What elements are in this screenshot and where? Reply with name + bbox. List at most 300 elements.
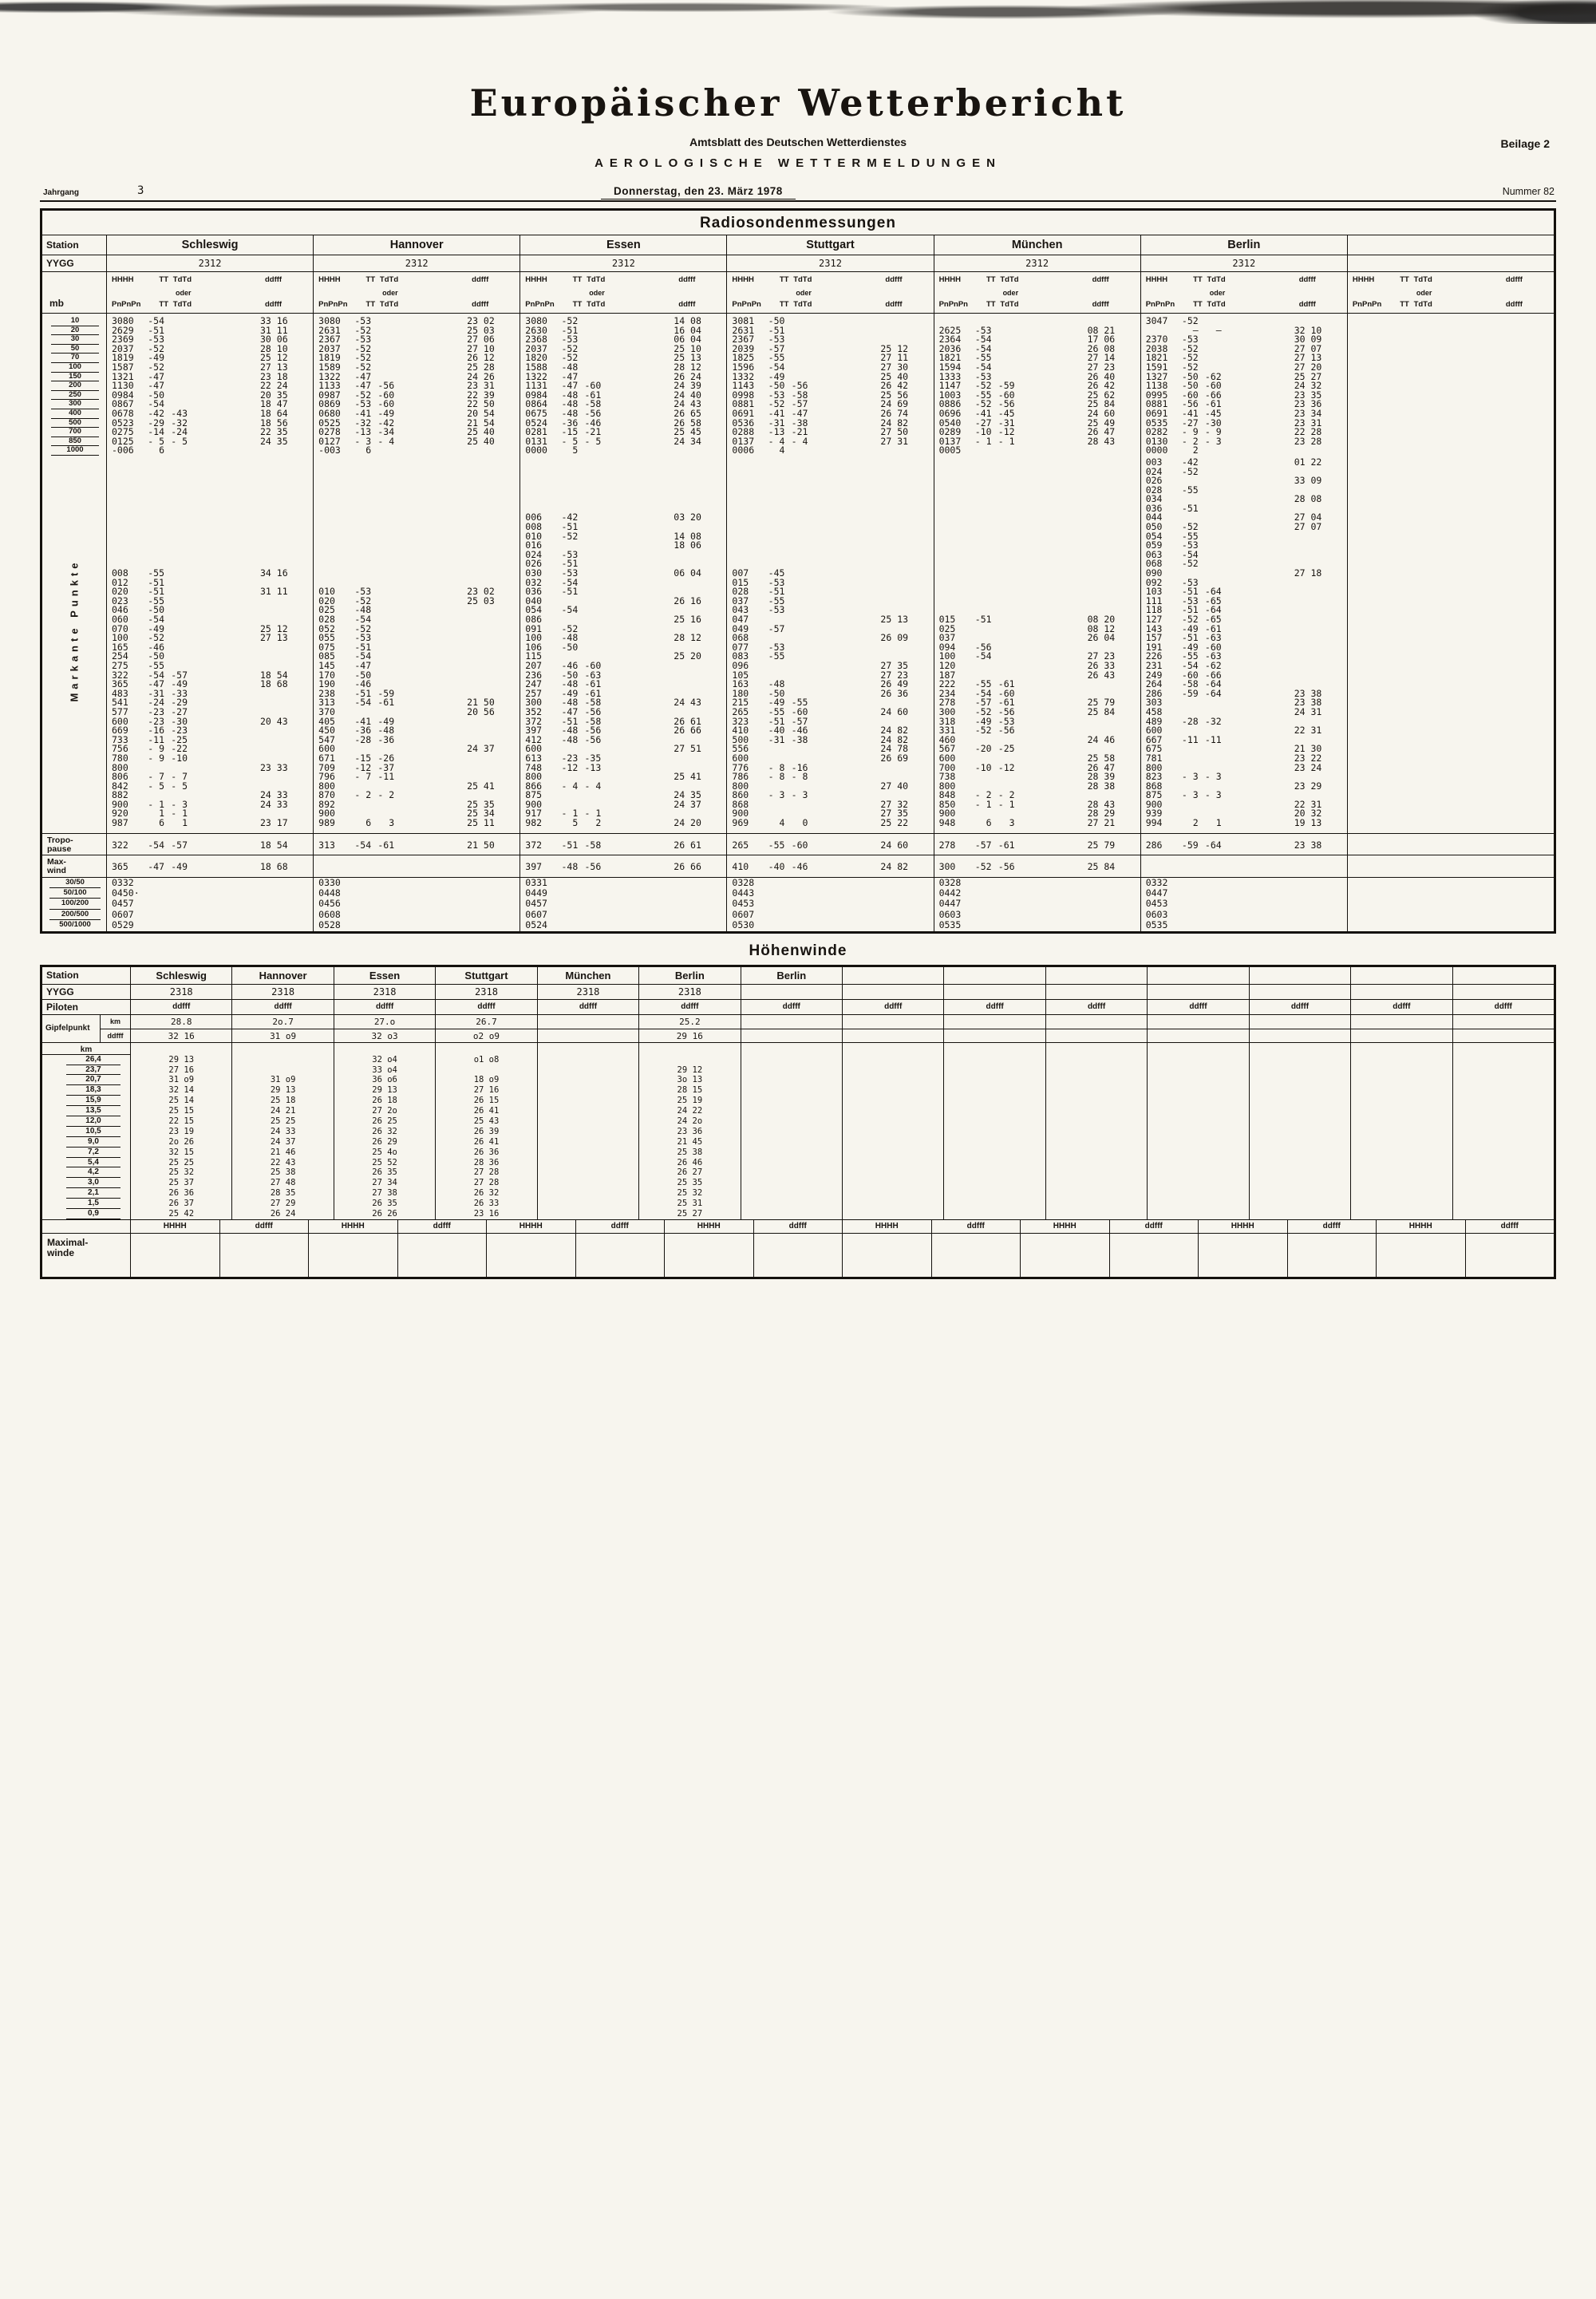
field-height: 1589 (318, 361, 341, 373)
wind-value (943, 1158, 1045, 1168)
field-dewpoint: - 1 (171, 808, 188, 820)
field-dewpoint (578, 335, 601, 345)
hw-station-name (1147, 967, 1248, 984)
field-height: 0000 (1145, 444, 1168, 456)
field-height: 238 (318, 687, 335, 699)
field-wind: 28 10 (260, 342, 288, 354)
sounding-line (107, 606, 313, 615)
empty-cell (1287, 1234, 1377, 1277)
field-dewpoint (784, 800, 808, 810)
wind-value: 36 o6 (334, 1075, 435, 1085)
tdtd-label: TdTd (587, 300, 606, 309)
wind-value: o1 o8 (435, 1055, 536, 1065)
sounding-line (314, 761, 519, 773)
field-dewpoint: -60 (377, 398, 395, 410)
field-height: 982 (525, 817, 543, 829)
significant-levels-essen (519, 458, 726, 833)
wind-value (1147, 1106, 1248, 1116)
field-temperature (348, 863, 371, 872)
field-temperature: -53 (354, 632, 372, 644)
field-wind: 27 21 (1087, 817, 1116, 829)
field-temperature: -55 (768, 352, 785, 364)
field-height: 994 (1145, 817, 1163, 829)
gipfel-km-value (1453, 1015, 1554, 1029)
wind-value (741, 1065, 842, 1076)
hw-km-row (42, 1199, 1554, 1209)
field-temperature: - 1 (148, 798, 164, 810)
field-height: 046 (112, 604, 128, 616)
thickness-line (934, 899, 1140, 909)
field-dewpoint: -58 (791, 389, 808, 401)
wind-value (1045, 1158, 1147, 1168)
sounding-line (934, 680, 1140, 689)
field-wind: 25 41 (467, 780, 495, 792)
hw-yygg-value: 2318 (638, 985, 740, 999)
subtitle: Amtsblatt des Deutschen Wetterdienstes (689, 136, 907, 148)
field-dewpoint: 0 (802, 817, 808, 829)
field-dewpoint (578, 541, 601, 551)
thickness-value: 0603 (1145, 908, 1168, 920)
field-height: 0535 (1145, 417, 1168, 429)
maximalwinde-label-line1: Maximal- (47, 1236, 89, 1248)
hw-yygg-value (1045, 985, 1147, 999)
sounding-line (1141, 587, 1347, 597)
field-temperature: -47 (354, 380, 372, 392)
field-temperature: -11 (148, 733, 164, 745)
field-dewpoint: -23 (171, 725, 188, 737)
tt-label: TT (1400, 300, 1409, 309)
field-height: 025 (318, 604, 335, 616)
hw-station-name: München (537, 967, 638, 984)
field-height: 0867 (112, 398, 134, 410)
field-temperature: -55 (768, 705, 785, 717)
sounding-line (1141, 523, 1347, 532)
field-temperature: -53 (354, 315, 372, 326)
wind-value: 25 27 (638, 1209, 740, 1219)
maximalwinde-column-header: ddfff (1287, 1220, 1377, 1233)
pressure-level-label: 300 (51, 400, 99, 409)
field-dewpoint: -61 (1204, 622, 1222, 634)
field-wind: 27 20 (1294, 361, 1322, 373)
field-wind: 25 11 (467, 817, 495, 829)
thickness-muenchen (934, 878, 1140, 931)
field-height: 405 (318, 715, 335, 727)
column-header-row (42, 272, 1554, 314)
field-dewpoint: — (1215, 324, 1222, 336)
field-height: 1820 (525, 352, 547, 364)
field-dewpoint: - 5 (171, 435, 188, 447)
wind-value (943, 1085, 1045, 1096)
masthead (0, 0, 1596, 170)
field-temperature: -53 (148, 334, 164, 346)
sounding-main-extra (1347, 314, 1554, 458)
field-height: 0275 (112, 426, 134, 438)
field-dewpoint: -56 (584, 705, 602, 717)
field-dewpoint: -32 (171, 417, 188, 429)
field-dewpoint (784, 569, 808, 579)
field-dewpoint (164, 606, 188, 615)
tropopause-label (42, 834, 106, 855)
field-height: 900 (525, 798, 543, 810)
wind-value (1045, 1178, 1147, 1188)
gipfel-km-value (843, 1015, 943, 1029)
thickness-value: 0453 (1145, 898, 1168, 910)
field-wind: 18 47 (260, 398, 288, 410)
field-height: 0869 (318, 398, 341, 410)
hw-station-name: Berlin (741, 967, 842, 984)
sounding-line (1141, 659, 1347, 671)
wind-value (842, 1137, 943, 1148)
field-height: 0289 (938, 426, 962, 438)
ddfff-label: ddfff (265, 275, 282, 284)
sounding-main-hannover (313, 314, 519, 458)
wind-value (1147, 1096, 1248, 1106)
field-temperature: -40 (768, 725, 785, 737)
thickness-value: 0331 (525, 876, 547, 888)
field-height: 1591 (1145, 361, 1168, 373)
field-dewpoint: -56 (584, 407, 602, 419)
field-height: 0137 (732, 435, 755, 447)
gipfel-ddfff-value (741, 1029, 842, 1042)
gipfel-ddfff-value (538, 1029, 638, 1042)
thickness-value: 0603 (938, 908, 962, 920)
wind-value: 26 36 (435, 1148, 536, 1158)
field-temperature: -51 (561, 839, 579, 851)
field-dewpoint (578, 791, 601, 800)
hw-station-name: Berlin (638, 967, 740, 984)
altitude-km-label: 7,2 (66, 1148, 120, 1158)
field-height: 1587 (112, 361, 134, 373)
tropopause-row (42, 833, 1554, 855)
significant-levels-extra (1347, 458, 1554, 833)
field-height: 096 (732, 659, 749, 671)
hw-yygg-value (943, 985, 1045, 999)
field-dewpoint (1199, 745, 1222, 754)
wind-value (1350, 1127, 1452, 1137)
thickness-line (107, 888, 313, 899)
field-temperature: -41 (974, 407, 992, 419)
wind-value: 26 26 (334, 1209, 435, 1219)
tt-label: TT (986, 300, 996, 309)
field-dewpoint (784, 326, 808, 336)
maximalwinde-column-header: ddfff (1465, 1220, 1555, 1233)
field-wind: 19 13 (1294, 817, 1322, 829)
tt-label: TT (779, 275, 789, 284)
field-temperature: -54 (354, 839, 372, 851)
wind-value: 25 35 (638, 1178, 740, 1188)
pressure-levels-column (42, 314, 106, 458)
km-label-cell (42, 1178, 130, 1188)
maximalwinde-label-line2: winde (47, 1246, 75, 1258)
field-wind: 23 31 (1294, 417, 1322, 429)
wind-value (1350, 1055, 1452, 1065)
hhhh-label: HHHH (1145, 275, 1168, 284)
field-temperature: 4 (779, 817, 785, 829)
field-dewpoint (784, 446, 808, 456)
field-dewpoint: -21 (791, 426, 808, 438)
wind-value (1147, 1167, 1248, 1178)
sounding-line (314, 819, 519, 828)
field-dewpoint (1199, 446, 1222, 456)
gipfelpunkt-values (1350, 1015, 1452, 1042)
wind-value (1350, 1199, 1452, 1209)
wind-value (943, 1209, 1045, 1219)
altitude-km-label: 0,9 (66, 1209, 120, 1219)
field-height: 848 (938, 789, 956, 801)
field-wind: 25 20 (674, 650, 701, 662)
field-temperature: -41 (768, 407, 785, 419)
field-height: 1003 (938, 389, 962, 401)
field-dewpoint (164, 354, 188, 363)
sounding-line (520, 541, 726, 551)
km-label-cell (42, 1209, 130, 1219)
field-height: 049 (732, 622, 749, 634)
wind-value (1045, 1065, 1147, 1076)
ddfff-label: ddfff (1505, 275, 1523, 284)
field-wind: 25 12 (880, 342, 909, 354)
ddfff-label: ddfff (1045, 1000, 1147, 1014)
field-dewpoint: - 5 (584, 435, 602, 447)
wind-value (741, 1209, 842, 1219)
field-temperature: -51 (974, 614, 992, 625)
field-dewpoint: - 5 (171, 780, 188, 792)
thickness-line (520, 899, 726, 909)
sounding-line (107, 819, 313, 828)
field-height: 222 (938, 678, 956, 690)
field-wind: 18 54 (260, 839, 288, 851)
field-height: 020 (318, 595, 335, 606)
field-height: 322 (112, 669, 128, 681)
field-height: 234 (938, 687, 956, 699)
field-temperature: 6 (986, 817, 992, 829)
field-temperature (761, 662, 784, 671)
sounding-line (727, 782, 933, 792)
field-wind: 23 24 (1294, 761, 1322, 773)
field-wind: 24 26 (467, 370, 495, 382)
sounding-line (107, 597, 313, 606)
empty-cell (334, 1043, 435, 1055)
wind-value (842, 1178, 943, 1188)
thickness-line (727, 878, 933, 888)
field-temperature: -48 (561, 678, 579, 690)
wind-value: 25 52 (334, 1158, 435, 1168)
field-temperature: -31 (148, 687, 164, 699)
field-dewpoint: 1 (1215, 817, 1222, 829)
field-wind: 08 21 (1087, 324, 1116, 336)
field-height: 1327 (1145, 370, 1168, 382)
sounding-line (520, 698, 726, 708)
wind-value (741, 1188, 842, 1199)
field-dewpoint: - 3 (1204, 435, 1222, 447)
maximalwinde-column-header: ddfff (219, 1220, 309, 1233)
tdtd-label: TdTd (379, 300, 399, 309)
tt-label: TT (159, 275, 168, 284)
empty-cell (1452, 1043, 1554, 1055)
wind-value: 26 18 (334, 1096, 435, 1106)
wind-value: 25 18 (231, 1096, 333, 1106)
field-height: 275 (112, 659, 128, 671)
field-wind: 25 12 (260, 352, 288, 364)
field-height: 875 (1145, 789, 1163, 801)
wind-value (1045, 1167, 1147, 1178)
sounding-line (1141, 576, 1347, 588)
wind-value: 26 32 (435, 1188, 536, 1199)
wind-value: 25 38 (231, 1167, 333, 1178)
field-temperature: -53 (354, 334, 372, 346)
field-temperature: - 5 (561, 435, 579, 447)
field-dewpoint: -37 (377, 761, 395, 773)
wind-value: 27 2o (334, 1106, 435, 1116)
wind-value: 25 25 (231, 1116, 333, 1127)
tropopause-stuttgart (726, 834, 933, 855)
field-height: 875 (525, 789, 543, 801)
hw-km-row (42, 1137, 1554, 1148)
field-temperature: -53 (974, 370, 992, 382)
field-height: 1322 (525, 370, 547, 382)
wind-value: 22 15 (130, 1116, 231, 1127)
field-temperature: -55 (148, 595, 164, 606)
field-wind: 25 34 (467, 808, 495, 820)
thickness-line (314, 910, 519, 920)
oder-label: oder (1416, 289, 1432, 297)
field-wind: 24 39 (674, 380, 701, 392)
field-temperature (1175, 698, 1199, 708)
empty-cell (1147, 1043, 1248, 1055)
field-height: 226 (1145, 650, 1163, 662)
field-dewpoint: -62 (1204, 659, 1222, 671)
field-dewpoint (371, 446, 394, 456)
field-dewpoint: - 3 (171, 798, 188, 810)
significant-levels-berlin (1140, 458, 1347, 833)
wind-value: 25 38 (638, 1148, 740, 1158)
field-temperature: -29 (148, 417, 164, 429)
wind-value: 25 42 (130, 1209, 231, 1219)
field-dewpoint: -57 (791, 715, 808, 727)
field-dewpoint: -30 (1204, 417, 1222, 429)
field-dewpoint (784, 335, 808, 345)
yygg-value: 2312 (1140, 255, 1347, 271)
field-temperature (1175, 745, 1199, 754)
field-height: 090 (1145, 567, 1163, 579)
field-dewpoint: -38 (791, 733, 808, 745)
field-temperature: -52 (561, 352, 579, 364)
wind-value: 33 o4 (334, 1065, 435, 1076)
sounding-line (1141, 726, 1347, 736)
field-dewpoint (992, 634, 1015, 643)
sounding-line (520, 754, 726, 764)
pressure-level-label: 500 (51, 419, 99, 429)
thickness-schleswig (106, 878, 313, 931)
sounding-main-muenchen (934, 314, 1140, 458)
field-height: 0130 (1145, 435, 1168, 447)
thickness-essen (519, 878, 726, 931)
hw-station-name (1350, 967, 1452, 984)
gipfel-km-value (1250, 1015, 1350, 1029)
wind-value (943, 1167, 1045, 1178)
mb-label: mb (49, 298, 64, 309)
altitude-km-label: 9,0 (66, 1137, 120, 1148)
wind-value (1350, 1075, 1452, 1085)
hhhh-label: HHHH (1352, 275, 1375, 284)
field-dewpoint: -48 (377, 725, 395, 737)
empty-cell (1249, 1043, 1350, 1055)
field-dewpoint: -63 (1204, 650, 1222, 662)
field-temperature: -47 (561, 380, 579, 392)
maxwind-row (42, 855, 1554, 878)
gipfel-ddfff-value: 32 16 (131, 1029, 231, 1042)
sounding-line (520, 671, 726, 681)
field-dewpoint (578, 523, 601, 532)
hw-km-row (42, 1188, 1554, 1199)
empty-cell (931, 1234, 1021, 1277)
field-height: 300 (938, 860, 956, 872)
sounding-line (520, 745, 726, 754)
field-height: 352 (525, 705, 543, 717)
field-dewpoint (371, 652, 394, 662)
maxwind-extra (1347, 855, 1554, 877)
wind-value (943, 1188, 1045, 1199)
field-temperature: -53 (768, 641, 785, 653)
hhhh-label: HHHH (525, 275, 547, 284)
field-temperature: 6 (365, 817, 372, 829)
sounding-line (107, 772, 313, 782)
field-dewpoint: -56 (998, 398, 1015, 410)
sounding-line (314, 659, 519, 671)
field-dewpoint (784, 652, 808, 662)
field-temperature: -52 (148, 361, 164, 373)
sounding-line (934, 819, 1140, 828)
field-dewpoint (992, 652, 1015, 662)
field-dewpoint: -61 (998, 839, 1015, 851)
field-temperature: -52 (1181, 315, 1199, 326)
thickness-value: 0328 (732, 876, 755, 888)
sounding-line (727, 761, 933, 773)
field-height: 163 (732, 678, 749, 690)
field-wind: 25 28 (467, 361, 495, 373)
field-temperature: - 7 (354, 771, 372, 783)
field-height: 0984 (112, 389, 134, 401)
field-dewpoint (578, 597, 601, 606)
field-height: 187 (938, 669, 956, 681)
wind-value (1249, 1096, 1350, 1106)
yygg-value: 2312 (106, 255, 313, 271)
field-dewpoint: -25 (998, 743, 1015, 755)
field-height: 1333 (938, 370, 962, 382)
wind-value (943, 1075, 1045, 1085)
field-height: 1819 (112, 352, 134, 364)
field-wind: 27 50 (880, 426, 909, 438)
wind-value (943, 1148, 1045, 1158)
column-header (313, 272, 519, 313)
tropopause-label-line2: pause (47, 843, 72, 854)
field-dewpoint: - 7 (171, 771, 188, 783)
field-wind: 25 40 (467, 426, 495, 438)
field-height: 085 (318, 650, 335, 662)
field-height: 796 (318, 771, 335, 783)
field-height: 0005 (938, 444, 962, 456)
field-temperature: -53 (1181, 576, 1199, 588)
wind-value (537, 1167, 638, 1178)
wind-value (741, 1075, 842, 1085)
empty-cell (575, 1234, 665, 1277)
field-height: 1825 (732, 352, 755, 364)
field-wind: 24 43 (674, 398, 701, 410)
gipfelpunkt-label: Gipfelpunkt (45, 1024, 90, 1033)
hw-yygg-value (842, 985, 943, 999)
field-temperature: -31 (768, 417, 785, 429)
sounding-line (107, 680, 313, 689)
field-height: 060 (112, 614, 128, 625)
